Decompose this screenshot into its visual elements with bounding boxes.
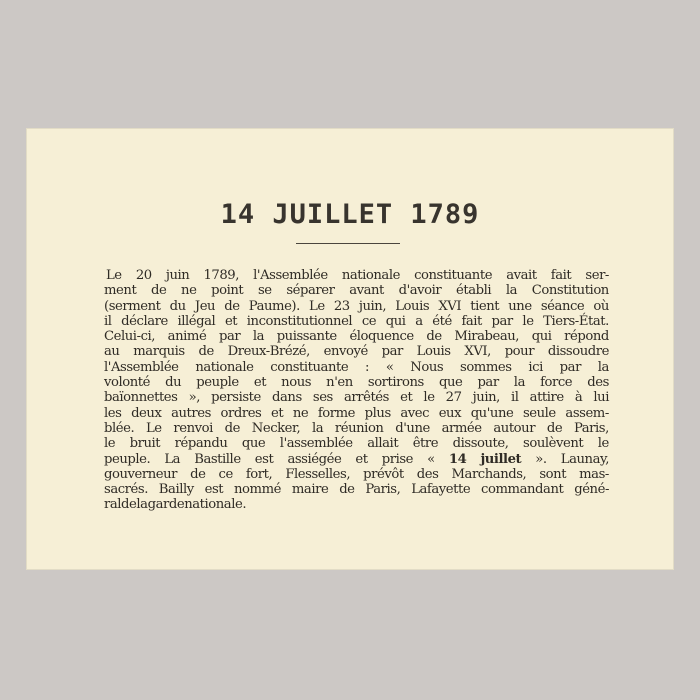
word: de bbox=[224, 420, 241, 436]
word: ne bbox=[292, 405, 309, 421]
word: Necker, bbox=[251, 420, 301, 436]
word: inconstitutionnel bbox=[246, 313, 353, 329]
word: dissoute, bbox=[452, 436, 509, 452]
word: XVI, bbox=[464, 344, 491, 360]
word: lui bbox=[593, 390, 609, 406]
word: au bbox=[104, 344, 120, 360]
word: déclare bbox=[121, 313, 168, 329]
word: est bbox=[254, 451, 274, 467]
word: juillet bbox=[480, 451, 522, 467]
word: peuple bbox=[196, 375, 239, 391]
word: marquis bbox=[133, 344, 185, 360]
word: illégal bbox=[177, 313, 216, 329]
word: ce bbox=[361, 313, 377, 329]
word: que bbox=[241, 436, 266, 452]
word: constituante bbox=[414, 268, 493, 283]
text-line bbox=[104, 406, 609, 421]
word: XVI bbox=[438, 298, 462, 314]
text-line bbox=[104, 360, 609, 375]
word: Bastille bbox=[194, 451, 241, 467]
word: pour bbox=[504, 344, 535, 360]
word: juin, bbox=[472, 390, 500, 406]
word: assiégée bbox=[287, 451, 342, 467]
word: il bbox=[104, 313, 112, 329]
word: il bbox=[511, 390, 519, 406]
word: d'avoir bbox=[398, 283, 442, 299]
word: armée bbox=[441, 420, 482, 436]
word: qu'une bbox=[470, 405, 514, 421]
word: du bbox=[165, 375, 182, 391]
word: la bbox=[252, 329, 265, 345]
word: se bbox=[257, 283, 272, 299]
word: répandu bbox=[174, 436, 228, 452]
text-line bbox=[104, 314, 609, 329]
word: nationale bbox=[341, 268, 400, 283]
word: ral bbox=[104, 497, 122, 513]
word: le bbox=[597, 436, 609, 452]
word: blée. bbox=[104, 420, 135, 436]
word: par bbox=[218, 329, 241, 345]
word: de bbox=[426, 329, 442, 345]
word: soulèvent bbox=[523, 436, 584, 452]
word: l'assemblée bbox=[279, 436, 353, 452]
text-line bbox=[104, 329, 609, 344]
word: et bbox=[224, 313, 238, 329]
word: par bbox=[491, 313, 513, 329]
word: ser- bbox=[585, 268, 609, 283]
word: sortirons bbox=[367, 375, 424, 391]
word: été bbox=[432, 313, 452, 329]
word: avant bbox=[349, 283, 384, 299]
word: ne bbox=[181, 283, 197, 299]
word: par bbox=[477, 375, 499, 391]
word: de bbox=[198, 344, 214, 360]
word: baïonnettes bbox=[104, 390, 178, 406]
word: maire bbox=[291, 482, 329, 498]
word: allait bbox=[367, 436, 399, 452]
word: prise bbox=[381, 451, 414, 467]
word: et bbox=[400, 390, 413, 406]
word: fait bbox=[550, 268, 572, 283]
word: peuple. bbox=[104, 451, 151, 467]
word: séparer bbox=[286, 283, 335, 299]
word: 1789, bbox=[203, 268, 239, 283]
word: arrêtés bbox=[343, 390, 389, 406]
word: Le bbox=[145, 420, 162, 436]
word: des bbox=[416, 466, 439, 482]
word: volonté bbox=[104, 375, 150, 391]
word: ment bbox=[104, 283, 137, 299]
word: Louis bbox=[416, 344, 451, 360]
word: La bbox=[164, 451, 181, 467]
word: force bbox=[540, 375, 573, 391]
word: établi bbox=[455, 283, 492, 299]
word: Nous bbox=[410, 359, 444, 375]
text-line bbox=[104, 452, 609, 467]
word: assem- bbox=[565, 405, 609, 421]
word: gouverneur bbox=[104, 466, 178, 482]
word: la bbox=[597, 359, 609, 375]
word: à bbox=[574, 390, 583, 406]
word: séance bbox=[540, 298, 585, 314]
word: renvoi bbox=[173, 420, 213, 436]
word: Le bbox=[106, 268, 122, 283]
word: « bbox=[385, 359, 394, 375]
text-line bbox=[104, 344, 609, 359]
word: Louis bbox=[395, 298, 430, 314]
word: le bbox=[522, 313, 534, 329]
word: (serment bbox=[104, 298, 161, 314]
word: de bbox=[224, 298, 240, 314]
word: Le bbox=[309, 298, 325, 314]
word: Constitution bbox=[531, 283, 609, 299]
word: l'Assemblée bbox=[104, 359, 179, 375]
word: sacrés. bbox=[104, 482, 148, 498]
text-line bbox=[104, 482, 609, 497]
word: autour bbox=[493, 420, 536, 436]
text-line bbox=[104, 497, 609, 512]
word: dans bbox=[272, 390, 302, 406]
word: le bbox=[104, 436, 116, 452]
word: tient bbox=[470, 298, 500, 314]
word: fort, bbox=[245, 466, 273, 482]
word: 23 bbox=[333, 298, 350, 314]
text-line bbox=[104, 268, 609, 283]
word: prévôt bbox=[363, 466, 404, 482]
word: nous bbox=[281, 375, 312, 391]
word: de bbox=[121, 497, 137, 513]
word: éloquence bbox=[349, 329, 414, 345]
text-line bbox=[104, 299, 609, 314]
word: 14 bbox=[448, 451, 467, 467]
word: qui bbox=[531, 329, 552, 345]
word: animé bbox=[167, 329, 207, 345]
word: forme bbox=[317, 405, 356, 421]
document-title: 14 JUILLET 1789 bbox=[220, 199, 480, 230]
word: du bbox=[169, 298, 186, 314]
word: nationale. bbox=[184, 497, 247, 513]
word: et bbox=[355, 451, 368, 467]
word: sommes bbox=[460, 359, 512, 375]
word: ses bbox=[312, 390, 333, 406]
word: Dreux-Brézé, bbox=[227, 344, 310, 360]
word: n'en bbox=[326, 375, 353, 391]
word: Lafayette bbox=[411, 482, 471, 498]
word: commandant bbox=[481, 482, 564, 498]
word: que bbox=[438, 375, 463, 391]
document-body bbox=[104, 268, 609, 513]
word: Tiers-État. bbox=[543, 313, 609, 329]
word: réunion bbox=[334, 420, 384, 436]
word: Celui-ci, bbox=[104, 329, 156, 345]
word: Jeu bbox=[194, 298, 216, 314]
word: seule bbox=[522, 405, 556, 421]
word: par bbox=[559, 359, 581, 375]
word: par bbox=[381, 344, 403, 360]
word: l'Assemblée bbox=[253, 268, 328, 283]
word: de bbox=[151, 283, 167, 299]
word: Paris, bbox=[365, 482, 401, 498]
word: envoyé bbox=[323, 344, 368, 360]
word: ». bbox=[535, 451, 547, 467]
word: autres bbox=[171, 405, 211, 421]
word: deux bbox=[131, 405, 162, 421]
word: bruit bbox=[129, 436, 161, 452]
text-line bbox=[104, 375, 609, 390]
word: ordres bbox=[220, 405, 262, 421]
word: avec bbox=[400, 405, 430, 421]
word: 20 bbox=[135, 268, 152, 283]
word: eux bbox=[438, 405, 462, 421]
word: puissante bbox=[276, 329, 337, 345]
word: nationale bbox=[195, 359, 254, 375]
word: de bbox=[339, 482, 355, 498]
word: : bbox=[365, 359, 370, 375]
word: répond bbox=[564, 329, 609, 345]
word: Mirabeau, bbox=[454, 329, 520, 345]
word: garde bbox=[147, 497, 185, 513]
word: le bbox=[423, 390, 435, 406]
word: Flesselles, bbox=[285, 466, 351, 482]
word: point bbox=[211, 283, 244, 299]
word: la bbox=[136, 497, 148, 513]
word: Paris, bbox=[573, 420, 609, 436]
word: fait bbox=[461, 313, 482, 329]
text-line bbox=[104, 436, 609, 451]
title-divider bbox=[296, 243, 400, 244]
word: de bbox=[546, 420, 563, 436]
word: géné- bbox=[574, 482, 609, 498]
word: est bbox=[204, 482, 224, 498]
word: plus bbox=[364, 405, 391, 421]
text-line bbox=[104, 390, 609, 405]
word: sont bbox=[539, 466, 567, 482]
word: les bbox=[104, 405, 122, 421]
word: d'une bbox=[395, 420, 430, 436]
word: Marchands, bbox=[451, 466, 527, 482]
word: de bbox=[190, 466, 206, 482]
word: », bbox=[188, 390, 200, 406]
word: qui bbox=[385, 313, 406, 329]
word: où bbox=[593, 298, 609, 314]
word: être bbox=[412, 436, 439, 452]
word: une bbox=[508, 298, 532, 314]
text-line bbox=[104, 421, 609, 436]
text-line bbox=[104, 467, 609, 482]
word: attire bbox=[529, 390, 564, 406]
word: constituante bbox=[270, 359, 349, 375]
word: « bbox=[427, 451, 435, 467]
word: ce bbox=[218, 466, 233, 482]
word: a bbox=[415, 313, 423, 329]
word: la bbox=[513, 375, 525, 391]
word: et bbox=[271, 405, 284, 421]
word: persiste bbox=[211, 390, 261, 406]
word: la bbox=[505, 283, 518, 299]
word: nommé bbox=[234, 482, 282, 498]
word: dissoudre bbox=[547, 344, 609, 360]
word: avait bbox=[506, 268, 537, 283]
word: la bbox=[311, 420, 324, 436]
word: Bailly bbox=[158, 482, 194, 498]
document-card bbox=[26, 128, 674, 570]
text-line bbox=[104, 283, 609, 298]
word: 27 bbox=[445, 390, 462, 406]
word: des bbox=[587, 375, 609, 391]
word: Launay, bbox=[560, 451, 609, 467]
word: et bbox=[253, 375, 267, 391]
word: mas- bbox=[579, 466, 609, 482]
word: ici bbox=[528, 359, 543, 375]
word: Paume). bbox=[248, 298, 300, 314]
word: juin bbox=[165, 268, 190, 283]
word: juin, bbox=[358, 298, 387, 314]
